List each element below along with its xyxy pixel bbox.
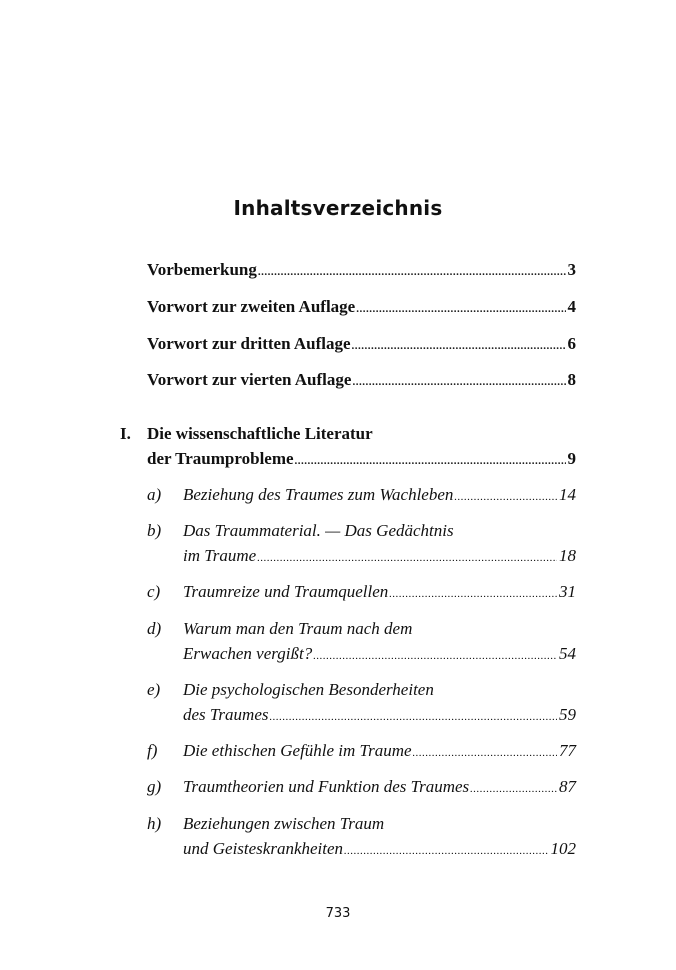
toc-entry-page: 4 <box>567 297 576 316</box>
toc-entry-section-f[interactable] <box>183 738 576 766</box>
toc-entry-section-e[interactable] <box>183 677 576 730</box>
toc-entry-label-cont: im Traume <box>183 546 257 565</box>
page-title: Inhaltsverzeichnis <box>233 196 443 220</box>
toc-entry-label: Vorwort zur vierten Auflage <box>147 370 352 389</box>
toc-entry-page: 3 <box>567 260 576 279</box>
dot-leader <box>389 582 557 607</box>
toc-entry-label: Die ethischen Gefühle im Traume <box>183 741 412 760</box>
toc-entry-page: 77 <box>559 741 576 760</box>
dot-leader <box>413 741 557 766</box>
toc-entry-label: Das Traummaterial. — Das Gedächtnis <box>183 521 454 540</box>
toc-entry-page: 87 <box>559 777 576 796</box>
dot-leader <box>257 546 557 571</box>
section-letter: g) <box>147 777 162 796</box>
toc-entry-label: Traumreize und Traumquellen <box>183 582 389 601</box>
toc-entry-label: Beziehung des Traumes zum Wachleben <box>183 485 454 504</box>
toc-entry-vorwort-zweite[interactable] <box>147 294 576 322</box>
toc-entry-page: 59 <box>559 705 576 724</box>
toc-entry-page: 18 <box>559 546 576 565</box>
dot-leader <box>470 777 557 802</box>
toc-entry-section-h[interactable] <box>183 811 576 864</box>
section-letter: f) <box>147 741 158 760</box>
toc-entry-page: 14 <box>559 485 576 504</box>
dot-leader <box>352 370 565 395</box>
dot-leader <box>352 334 566 359</box>
chapter-number: I. <box>120 424 131 443</box>
section-letter: a) <box>147 485 162 504</box>
toc-entry-page: 8 <box>567 370 576 389</box>
toc-entry-label: Vorwort zur dritten Auflage <box>147 334 351 353</box>
toc-entry-vorwort-dritte[interactable] <box>147 331 576 359</box>
toc-entry-label: Die wissenschaftliche Literatur <box>147 424 373 443</box>
toc-entry-vorbemerkung[interactable] <box>147 257 576 285</box>
toc-entry-page: 54 <box>559 644 576 663</box>
toc-entry-page: 102 <box>550 839 576 858</box>
toc-entry-section-b[interactable] <box>183 518 576 571</box>
toc-entry-label: Die psychologischen Besonderheiten <box>183 680 434 699</box>
dot-leader <box>356 297 565 322</box>
section-letter: e) <box>147 680 161 699</box>
toc-entry-label: Traumtheorien und Funktion des Traumes <box>183 777 470 796</box>
toc-entry-label: Vorwort zur zweiten Auflage <box>147 297 356 316</box>
dot-leader <box>313 644 557 669</box>
dot-leader <box>258 260 566 285</box>
section-letter: b) <box>147 521 162 540</box>
toc-entry-chapter-1[interactable] <box>147 421 576 474</box>
toc-entry-section-c[interactable] <box>183 579 576 607</box>
toc-entry-section-d[interactable] <box>183 616 576 669</box>
dot-leader <box>344 839 548 864</box>
toc-entry-label: Beziehungen zwischen Traum <box>183 814 385 833</box>
section-letter: h) <box>147 814 162 833</box>
toc-entry-vorwort-vierte[interactable] <box>147 367 576 395</box>
section-letter: c) <box>147 582 161 601</box>
dot-leader <box>269 705 557 730</box>
toc-entry-section-a[interactable] <box>183 482 576 510</box>
toc-entry-label-cont: des Traumes <box>183 705 269 724</box>
dot-leader <box>454 485 557 510</box>
toc-entry-section-g[interactable] <box>183 774 576 802</box>
toc-entry-label-cont: Erwachen vergißt? <box>183 644 313 663</box>
toc-entry-label: Vorbemerkung <box>147 260 257 279</box>
dot-leader <box>295 449 566 474</box>
toc-entry-label-cont: und Geisteskrankheiten <box>183 839 344 858</box>
toc-entry-page: 6 <box>567 334 576 353</box>
section-letter: d) <box>147 619 162 638</box>
toc-entry-page: 9 <box>567 449 576 468</box>
page-number: 733 <box>325 906 351 921</box>
toc-entry-label-cont: der Traumprobleme <box>147 449 294 468</box>
toc-entry-page: 31 <box>559 582 576 601</box>
toc-entry-label: Warum man den Traum nach dem <box>183 619 413 638</box>
